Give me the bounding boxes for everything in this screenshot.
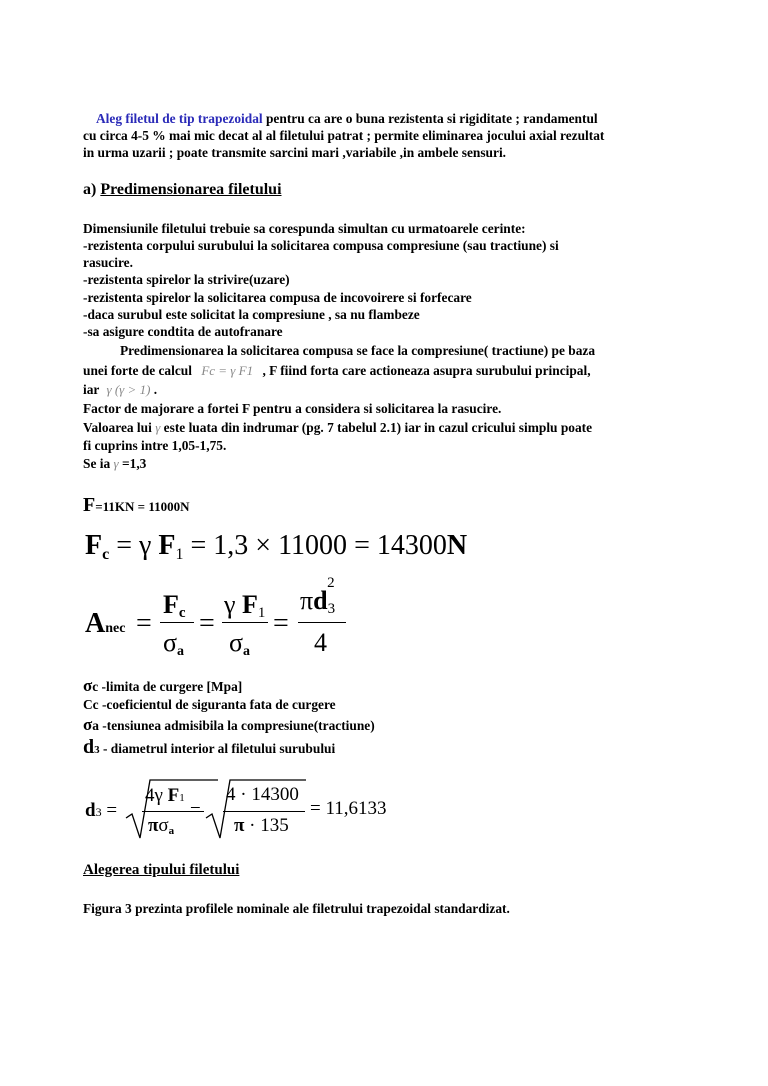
intro-highlight: Aleg filetul de tip trapezoidal [96,111,263,126]
fraction-bar-2 [222,622,268,623]
figure-caption-line: Figura 3 prezinta profilele nominale ale filetrului trapezoidal standardizat. [83,901,510,916]
choice-b: =1,3 [122,456,147,471]
anec-num-2: γ F1 [224,590,266,621]
def-sigma-c-text: c -limita de curgere [Mpa] [92,679,243,694]
d3-num-2: 4 · 14300 [226,784,299,805]
anec-num-3: $\pi d3^2$ [300,575,336,617]
choice-a: Se ia [83,456,111,471]
section-b-heading: Alegerea tipului filetului [83,862,240,878]
def-d3: d3 - diametrul interior al filetului surubului [83,736,336,758]
fc-unit: N [446,530,468,561]
predim-line3-a: iar [83,382,100,397]
requirement-3: -rezistenta spirelor la solicitarea compusa de incovoirere si forfecare [83,290,472,305]
gamma-symbol-2: γ [113,456,119,471]
force-rest: =11KN = 11000N [95,499,190,514]
force-value [83,494,190,517]
d3-den-2: π · 135 [234,815,289,836]
fc-factor: 1,3 [213,530,249,561]
value-line1-b: este luata din indrumar (pg. 7 tabelul 2.1) iar in cazul cricului simplu poate [163,420,593,435]
d3-num-1: 4γ F1 [145,785,185,806]
value-line-2: fi cuprins intre 1,05-1,75. [83,438,227,453]
def-d3-text: - diametrul interior al filetului surubului [99,741,336,756]
d3-bar-2 [223,811,305,812]
anec-eq-1: = [136,608,152,639]
intro-line-3: in urma uzarii ; poate transmite sarcini mari ,variabile ,in ambele sensuri. [83,145,507,160]
predim-line-2 [83,362,591,379]
gamma-symbol: γ [155,420,161,435]
requirement-1b: rasucire. [83,255,133,270]
inline-gamma-condition: γ (γ > 1) [106,382,151,397]
def-sigma-a: σa -tensiunea admisibila la compresiune(tractiune) [83,715,375,734]
intro-line-2: cu circa 4-5 % mai mic decat al al filetului patrat ; permite eliminarea jocului axial rezultat [83,128,605,143]
requirement-5: -sa asigure condtita de autofranare [83,324,283,339]
value-line1-a: Valoarea lui [83,420,152,435]
def-sigma-c: σc -limita de curgere [Mpa] [83,676,243,695]
choice-line [83,455,146,472]
inline-formula-fc: Fc = γ F1 [201,363,254,378]
anec-den-3: 4 [314,628,327,657]
predim-line2-b: , F fiind forta care actioneaza asupra surubului principal, [262,363,591,378]
def-sigma-a-text: a -tensiunea admisibila la compresiune(tractiune) [92,718,375,733]
predim-line-1: Predimensionarea la solicitarea compusa se face la compresiune( tractiune) pe baza [120,343,596,358]
force-letter: F [83,494,96,516]
intro-line-1 [96,110,598,127]
section-a-heading [83,181,282,199]
fc-result: 14300 [376,530,447,561]
d3-eq-2: = [190,800,201,821]
fraction-bar-3 [298,622,346,623]
fc-equation: Fc = γ F1 = 1,3 × 11000 = 14300N [85,530,468,563]
section-a-title: Predimensionarea filetului [100,181,282,198]
fraction-bar-1 [160,622,194,623]
requirement-1a: -rezistenta corpului surubului la solicitarea compusa compresiune (sau tractiune) si [83,238,559,253]
predim-line3-b: . [153,382,158,397]
d3-label: d3 = [85,800,118,821]
anec-label: Anec [85,608,126,639]
anec-den-2: σa [229,628,251,659]
requirements-intro: Dimensiunile filetului trebuie sa corespunda simultan cu urmatoarele cerinte: [83,221,526,236]
d3-result: = 11,6133 [310,798,387,819]
requirement-4: -daca surubul este solicitat la compresiune , sa nu flambeze [83,307,420,322]
anec-eq-2: = [199,608,215,639]
predim-line-3 [83,381,157,398]
anec-den-1: σa [163,628,185,659]
def-cc: Cc -coeficientul de siguranta fata de curgere [83,697,336,712]
d3-den-1: πσa [148,815,175,837]
factor-line: Factor de majorare a fortei F pentru a considera si solicitarea la rasucire. [83,401,502,416]
d3-den-value: · 135 [244,815,289,836]
d3-result-value: 11,6133 [325,798,387,819]
section-a-prefix: a) [83,181,97,198]
anec-num-1: Fc [163,590,186,621]
intro-line1-rest: pentru ca are o buna rezistenta si rigiditate ; randamentul [265,111,598,126]
fc-force: 11000 [278,530,348,561]
anec-eq-3: = [273,608,289,639]
predim-line2-a: unei forte de calcul [83,363,192,378]
value-line-1 [83,419,592,436]
requirement-2: -rezistenta spirelor la strivire(uzare) [83,272,290,287]
